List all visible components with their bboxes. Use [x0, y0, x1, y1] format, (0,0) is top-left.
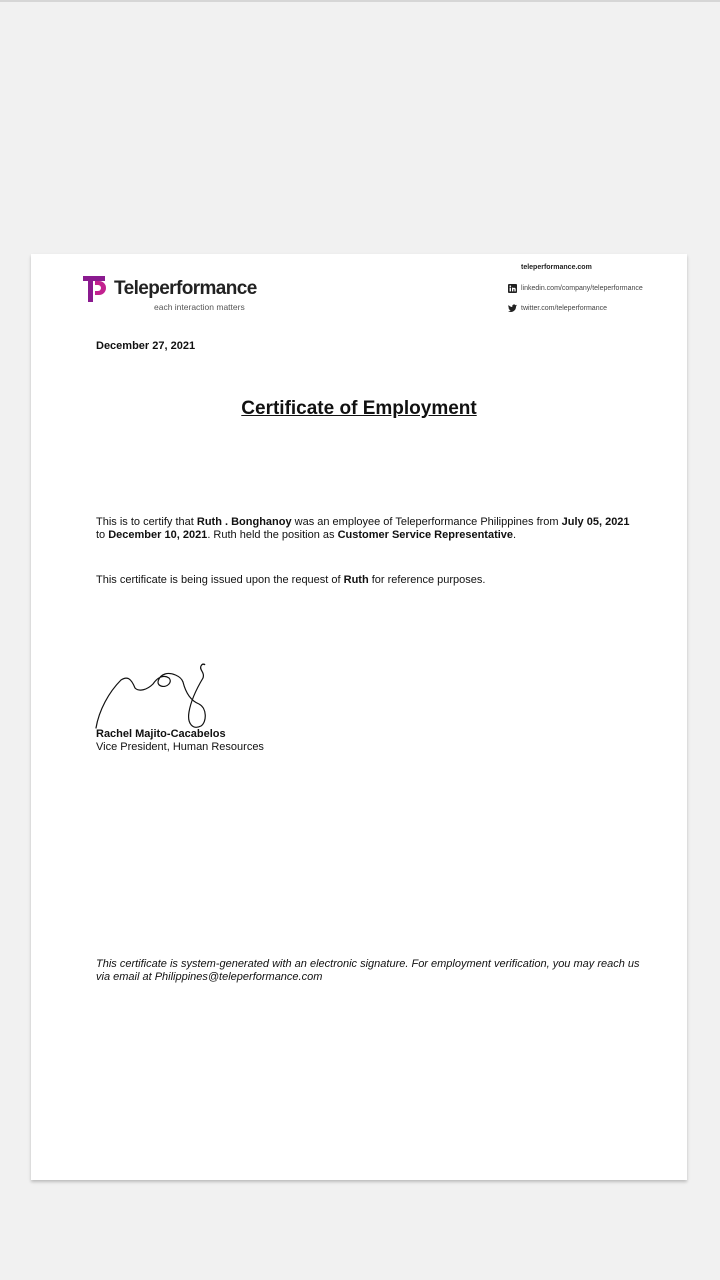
start-date: July 05, 2021	[561, 516, 630, 528]
purpose-paragraph: This certificate is being issued upon the request of Ruth for reference purposes.	[96, 574, 486, 586]
position-title: Customer Service Representative	[337, 529, 514, 541]
twitter-url: twitter.com/teleperformance	[521, 305, 607, 312]
twitter-icon	[508, 304, 517, 313]
website-link[interactable]: teleperformance.com	[521, 264, 592, 271]
end-date: December 10, 2021	[108, 529, 208, 541]
issue-date: December 27, 2021	[96, 340, 196, 352]
signer-name: Rachel Majito-Cacabelos	[96, 728, 226, 740]
signer-block	[96, 728, 264, 753]
linkedin-link[interactable]	[508, 284, 643, 293]
certification-paragraph: This is to certify that Ruth . Bonghanoy was an employee of Teleperformance Philippines from July 05, 2021 to December 10, 2021. Ruth held the position as Customer Service Representative.	[96, 516, 630, 541]
linkedin-url: linkedin.com/company/teleperformance	[521, 285, 643, 292]
certificate-page	[31, 254, 687, 1180]
tp-logo-icon	[83, 276, 109, 304]
requester-name: Ruth	[343, 574, 369, 586]
verification-note: This certificate is system-generated with an electronic signature. For employment verification, you may reach us via email at Philippines@teleperformance.com	[96, 958, 640, 983]
page-title: Certificate of Employment	[241, 398, 477, 419]
signer-title: Vice President, Human Resources	[96, 740, 264, 753]
linkedin-icon	[508, 284, 517, 293]
brand-name: Teleperformance	[114, 278, 257, 299]
signature-image	[91, 658, 231, 734]
company-logo	[83, 276, 263, 316]
brand-tagline: each interaction matters	[154, 302, 245, 312]
twitter-link[interactable]	[508, 304, 607, 313]
employee-name: Ruth . Bonghanoy	[196, 516, 292, 528]
top-divider	[0, 0, 720, 2]
